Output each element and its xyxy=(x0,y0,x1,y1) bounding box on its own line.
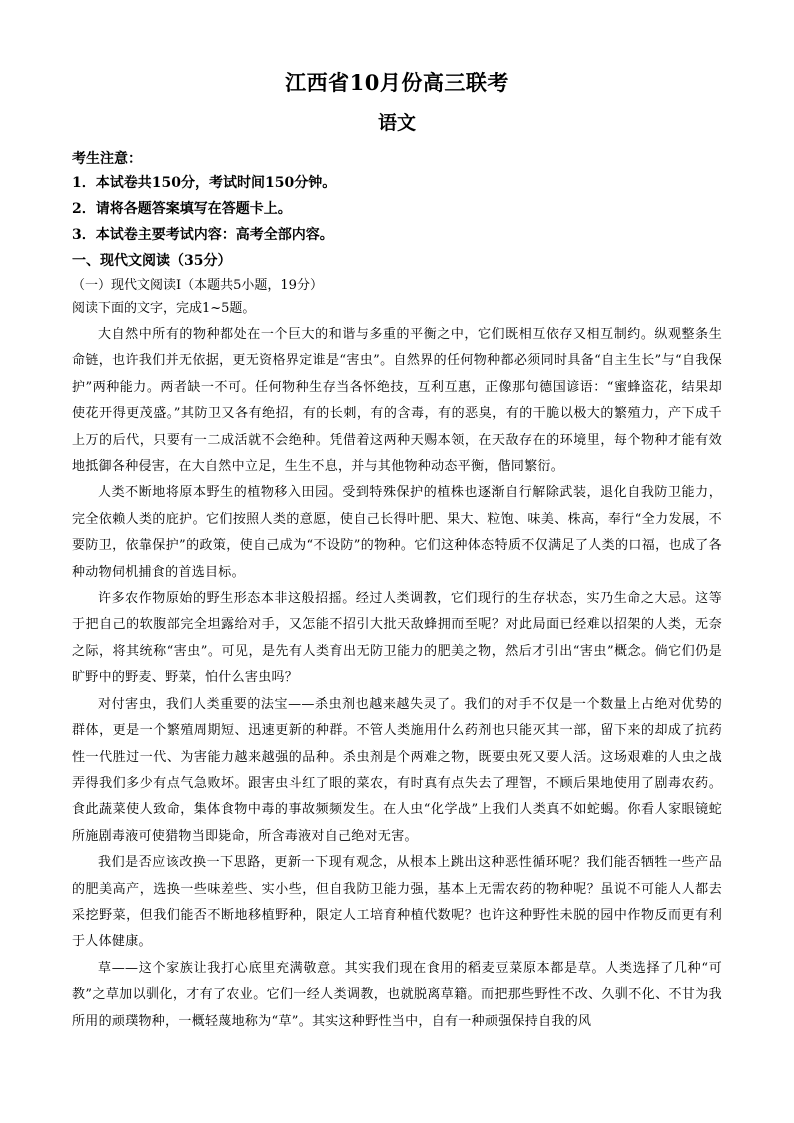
passage-paragraph: 大自然中所有的物种都处在一个巨大的和谐与多重的平衡之中，它们既相互依存又相互制约。纵观整条生命链，也许我们并无依据，更无资格界定谁是“害虫”。自然界的任何物种都必须同时具备“自主生长”与“自我保护”两种能力。两者缺一不可。任何物种生存当各怀绝技，互利互惠，正像那句德国谚语：“蜜蜂盗花，结果却使花开得更茂盛。”其防卫又各有绝招，有的长刺，有的含毒，有的恶臭，有的干脆以极大的繁殖力，产下成千上万的后代，只要有一二成活就不会绝种。凭借着这两种天赐本领，在天敌存在的环境里，每个物种才能有效地抵御各种侵害，在大自然中立足，生生不息，并与其他物种动态平衡，偕同繁衍。 xyxy=(72,327,722,475)
passage-paragraph: 我们是否应该改换一下思路，更新一下现有观念，从根本上跳出这种恶性循环呢？我们能否牺牲一些产品的肥美高产，选换一些味差些、实小些，但自我防卫能力强，基本上无需农药的物种呢？虽说不可能人人都去采挖野菜，但我们能否不断地移植野种，限定人工培育种植代数呢？也许这种野性未脱的园中作物反而更有利于人体健康。 xyxy=(72,855,722,950)
notice-heading: 考生注意： xyxy=(72,151,142,167)
notice-item: 3．本试卷主要考试内容：高考全部内容。 xyxy=(72,227,334,243)
notice-item: 1．本试卷共150分，考试时间150分钟。 xyxy=(72,175,337,191)
section-heading: 一、现代文阅读（35分） xyxy=(72,253,232,269)
passage-paragraph: 对付害虫，我们人类重要的法宝——杀虫剂也越来越失灵了。我们的对手不仅是一个数量上占绝对优势的群体，更是一个繁殖周期短、迅速更新的种群。不管人类施用什么药剂也只能灭其一部，留下来的却成了抗药性一代胜过一代、为害能力越来越强的品种。杀虫剂是个两难之物，既要虫死又要人活。这场艰难的人虫之战弄得我们多少有点气急败坏。跟害虫斗红了眼的菜农，有时真有点失去了理智，不顾后果地使用了剧毒农药。食此蔬菜使人致命，集体食物中毒的事故频频发生。在人虫“化学战”上我们人类真不如蛇蝎。你看人家眼镜蛇所施剧毒液可使猎物当即毙命，所含毒液对自己绝对无害。 xyxy=(72,696,722,844)
passage-paragraph: 草——这个家族让我打心底里充满敬意。其实我们现在食用的稻麦豆菜原本都是草。人类选择了几种“可教”之草加以驯化，才有了农业。它们一经人类调教，也就脱离草籍。而把那些野性不改、久驯不化、不甘为我所用的顽璞物种，一概轻蔑地称为“草”。其实这种野性当中，自有一种顽强保持自我的风 xyxy=(72,960,722,1029)
reading-instruction: 阅读下面的文字，完成1~5题。 xyxy=(72,301,256,316)
subject-title: 语文 xyxy=(377,112,416,134)
passage-paragraph: 人类不断地将原本野生的植物移入田园。受到特殊保护的植株也逐渐自行解除武装，退化自我防卫能力，完全依赖人类的庇护。它们按照人类的意愿，使自己长得叶肥、果大、粒饱、味美、株高，奉行“全力发展，不要防卫，依靠保护”的政策，使自己成为“不设防”的物种。它们这种体态特质不仅满足了人类的口福，也成了各种动物伺机捕食的首选目标。 xyxy=(72,485,722,580)
passage-paragraph: 许多农作物原始的野生形态本非这般招摇。经过人类调教，它们现行的生存状态，实乃生命之大忌。这等于把自己的软腹部完全坦露给对手，又怎能不招引大批天敌蜂拥而至呢？对此局面已经难以招架的人类，无奈之际，将其统称“害虫”。可见，是先有人类育出无防卫能力的肥美之物，然后才引出“害虫”概念。倘它们仍是旷野中的野麦、野菜，怕什么害虫吗？ xyxy=(72,591,722,686)
exam-title: 江西省10月份高三联考 xyxy=(285,70,509,95)
notice-item: 2．请将各题答案填写在答题卡上。 xyxy=(72,201,292,217)
document-page xyxy=(72,66,722,1035)
subsection-heading: （一）现代文阅读Ⅰ（本题共5小题，19分） xyxy=(72,278,323,293)
